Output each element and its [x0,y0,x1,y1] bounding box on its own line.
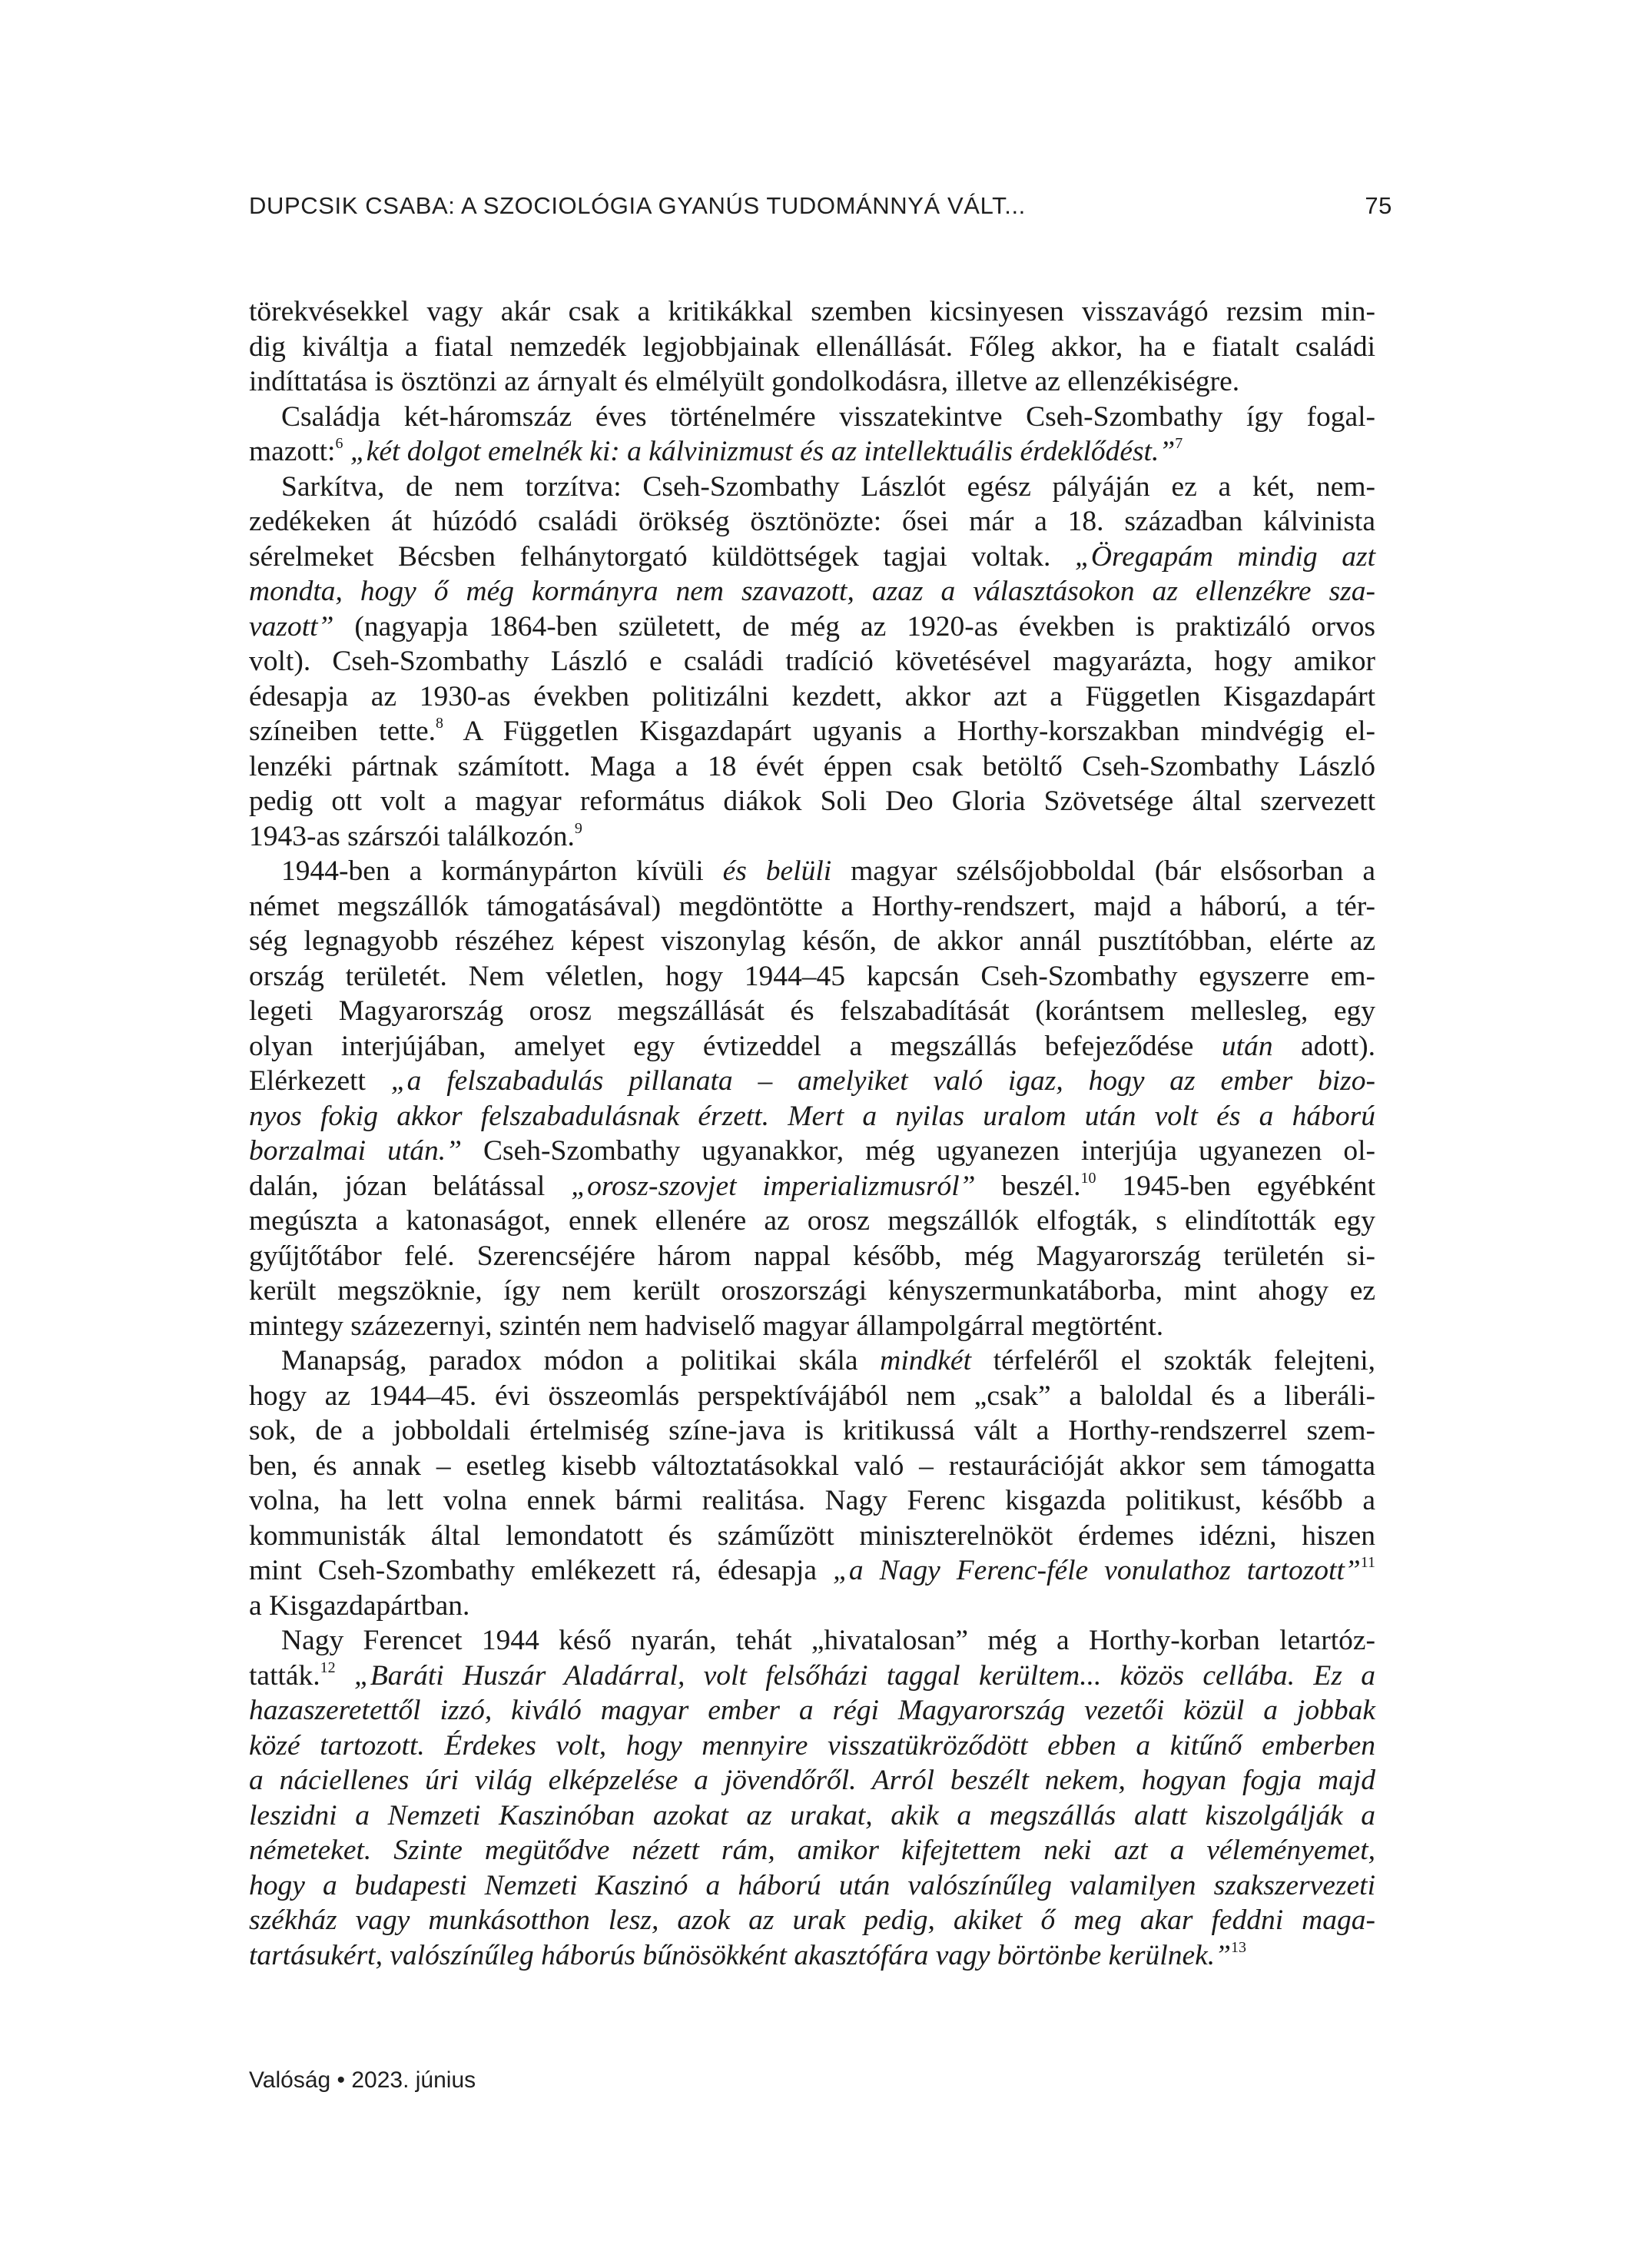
text-run: ben, és annak – esetleg kisebb változtatásokkal való – restaurációját akkor sem támogatta [249,1449,1375,1482]
italic-quote: „orosz-szovjet imperializmusról” [571,1170,976,1202]
italic-quote: közé tartozott. Érdekes volt, hogy mennyire visszatükröződött ebben a kitűnő emberben [249,1729,1375,1762]
footnote-marker: 6 [335,435,343,452]
text-run: német megszállók támogatásával) megdöntötte a Horthy-rendszert, majd a háború, a tér- [249,890,1375,922]
text-line [249,1798,1375,1834]
italic-quote: németeket. Szinte megütődve nézett rám, amikor kifejtettem neki azt a véleményemet, [249,1835,1375,1866]
text-run: mintegy százezernyi, szintén nem hadviselő magyar állampolgárral megtörtént. [249,1310,1164,1342]
footnote-marker: 7 [1175,435,1183,452]
footnote-marker: 10 [1080,1169,1096,1187]
text-line [249,924,1375,959]
text-line [249,1239,1375,1274]
text-run: 1944-ben a kormánypárton kívüli [281,855,723,887]
text-line [249,1693,1375,1728]
text-line [249,1309,1375,1344]
italic-quote: után [1221,1030,1273,1062]
text-line [249,819,1375,855]
text-run: gyűjtőtábor felé. Szerencséjére három nappal később, még Magyarország területén si- [249,1240,1375,1272]
text-run: sérelmeket Bécsben felhánytorgató küldöttségek tagjai voltak. [249,540,1076,573]
text-line [249,1064,1375,1099]
text-line [249,294,1375,330]
text-line [249,1868,1375,1904]
text-run: adott). [1272,1030,1375,1062]
italic-quote: „Baráti Huszár Aladárral, volt felsőházi taggal kerültem... közös cellába. Ez a [354,1659,1375,1692]
footnote-marker: 9 [574,819,582,837]
italic-quote: a náciellenes úri világ elképzelése a jövendőről. Arról beszélt nekem, hogyan fogja majd [249,1765,1375,1796]
text-run: ség legnagyobb részéhez képest viszonylag későn, de akkor annál pusztítóbban, elérte az [249,925,1375,957]
text-line [249,1763,1375,1798]
text-line [249,1169,1375,1204]
text-run: Manapság, paradox módon a politikai skála [281,1345,881,1376]
text-run: olyan interjújában, amelyet egy évtizeddel a megszállás befejeződése [249,1030,1222,1062]
text-line [249,609,1375,645]
text-run: volt). Cseh-Szombathy László e családi tradíció követésével magyarázta, hogy amikor [249,646,1375,677]
text-run: ország területét. Nem véletlen, hogy 1944–45 kapcsán Cseh-Szombathy egyszerre em- [249,960,1375,992]
text-run: legeti Magyarország orosz megszállását és felszabadítását (korántsem mellesleg, egy [249,995,1375,1027]
text-line [249,959,1375,995]
text-run: mazott: [249,436,336,467]
text-line [249,400,1375,435]
text-run: térfeléről el szokták felejteni, [971,1345,1375,1376]
text-line [249,1659,1375,1694]
text-run: zedékeken át húzódó családi örökség ösztönözte: ősei már a 18. században kálvinista [249,506,1375,537]
text-line [249,1273,1375,1309]
text-run [336,1660,354,1692]
text-run: (nagyapja 1864-ben született, de még az 1920-as években is praktizáló orvos [333,610,1375,643]
paragraph [249,1343,1375,1623]
text-run: a Kisgazdapártban. [249,1589,470,1622]
paragraph [249,1623,1375,1973]
italic-quote: vazott” [249,610,334,643]
text-line [249,1728,1375,1764]
paragraph [249,470,1375,855]
text-line [249,1134,1375,1169]
text-run: sok, de a jobboldali értelmiség színe-java is kritikussá vált a Horthy-rendszerrel szem- [249,1415,1375,1446]
text-line [249,784,1375,819]
italic-quote: hazaszeretettől izzó, kiváló magyar ember a régi Magyarország vezetői közül a jobbak [249,1695,1375,1726]
italic-quote: székház vagy munkásotthon lesz, azok az urak pedig, akiket ő meg akar feddni maga- [249,1904,1375,1936]
paragraph [249,294,1375,400]
text-run: 1945-ben egyébként [1096,1170,1376,1202]
text-line [249,749,1375,785]
text-line [249,1589,1375,1624]
text-line [249,1833,1375,1868]
text-line [249,1449,1375,1484]
text-run: 1943-as szárszói találkozón. [249,820,575,852]
italic-quote: és belüli [722,855,832,887]
text-run: A Független Kisgazdapárt ugyanis a Horthy-korszakban mindvégig el- [443,716,1375,747]
italic-quote: borzalmai után.” [249,1135,463,1167]
text-run: beszél. [975,1170,1081,1202]
italic-quote: mindkét [880,1345,971,1376]
text-run: mint Cseh-Szombathy emlékezett rá, édesapja [249,1555,833,1586]
italic-quote: „két dolgot emelnék ki: a kálvinizmust és az intellektuális érdeklődést.” [350,436,1176,467]
text-run: lenzéki pártnak számított. Maga a 18 évét éppen csak betöltő Cseh-Szombathy László [249,750,1375,782]
text-run: színeiben tette. [249,716,436,747]
paragraph [249,400,1375,470]
text-line [249,1623,1375,1659]
footnote-marker: 11 [1360,1554,1375,1571]
text-run: hogy az 1944–45. évi összeomlás perspektívájából nem „csak” a baloldal és a liberáli- [249,1380,1375,1412]
text-run: volna, ha lett volna ennek bármi realitása. Nagy Ferenc kisgazda politikust, később a [249,1485,1375,1516]
text-line [249,1204,1375,1239]
text-run: Elérkezett [249,1065,391,1097]
paragraph [249,854,1375,1343]
italic-quote: nyos fokig akkor felszabadulásnak érzett. Mert a nyilas uralom után volt és a háború [249,1100,1375,1132]
text-run [343,436,350,467]
running-title: DUPCSIK CSABA: A SZOCIOLÓGIA GYANÚS TUDOMÁNNYÁ VÁLT... [249,192,1026,219]
italic-quote: „a Nagy Ferenc-féle vonulathoz tartozott” [833,1555,1361,1586]
text-line [249,330,1375,365]
italic-quote: „a felszabadulás pillanata – amelyiket való igaz, hogy az ember bizo- [390,1065,1375,1097]
text-line [249,714,1375,749]
italic-quote: leszidni a Nemzeti Kaszinóban azokat az urakat, akik a megszállás alatt kiszolgálják a [249,1799,1375,1831]
text-line [249,1903,1375,1938]
text-line [249,364,1375,400]
footnote-marker: 8 [435,715,443,732]
text-line [249,1379,1375,1414]
italic-quote: mondta, hogy ő még kormányra nem szavazott, azaz a választásokon az ellenzékre sza- [249,576,1375,607]
text-run: kommunisták által lemondatott és száműzött miniszterelnököt érdemes idézni, hiszen [249,1519,1375,1552]
page-number: 75 [1365,192,1392,219]
text-line [249,1553,1375,1589]
text-line [249,540,1375,575]
text-run: indíttatása is ösztönzi az árnyalt és elmélyült gondolkodásra, illetve az ellenzékiségre. [249,366,1240,397]
text-run: tatták. [249,1659,320,1692]
text-line [249,574,1375,609]
footnote-marker: 13 [1230,1938,1246,1956]
footnote-marker: 12 [320,1659,336,1676]
text-run: törekvésekkel vagy akár csak a kritikákkal szemben kicsinyesen visszavágó rezsim min- [249,296,1375,327]
text-run: Sarkítva, de nem torzítva: Cseh-Szombathy Lászlót egész pályáján ez a két, nem- [281,470,1375,503]
text-run: édesapja az 1930-as években politizálni kezdett, akkor azt a Független Kisgazdapárt [249,680,1375,712]
text-run: dig kiváltja a fiatal nemzedék legjobbjainak ellenállását. Főleg akkor, ha e fiatalt családi [249,330,1375,363]
text-line [249,470,1375,505]
text-line [249,1029,1375,1064]
text-run: Családja két-háromszáz éves történelmére visszatekintve Cseh-Szombathy így fogal- [281,400,1375,433]
text-line [249,1938,1375,1974]
text-line [249,854,1375,889]
text-line [249,1519,1375,1554]
text-run: Cseh-Szombathy ugyanakkor, még ugyanezen interjúja ugyanezen ol- [462,1135,1375,1167]
text-line [249,1413,1375,1449]
text-line [249,1099,1375,1134]
text-run: magyar szélsőjobboldal (bár elsősorban a [831,855,1375,887]
text-line [249,994,1375,1029]
text-line [249,644,1375,679]
italic-quote: „Öregapám mindig azt [1075,540,1376,573]
text-line [249,889,1375,925]
text-run: dalán, józan belátással [249,1170,572,1202]
text-run: került megszöknie, így nem került oroszországi kényszermunkatáborba, mint ahogy ez [249,1275,1375,1307]
text-line [249,434,1375,470]
italic-quote: tartásukért, valószínűleg háborús bűnösökként akasztófára vagy börtönbe kerülnek.” [249,1939,1231,1971]
text-line [249,504,1375,540]
italic-quote: hogy a budapesti Nemzeti Kaszinó a háború után valószínűleg valamilyen szakszervezeti [249,1869,1375,1901]
text-line [249,1483,1375,1519]
text-run: Nagy Ferencet 1944 késő nyarán, tehát „hivatalosan” még a Horthy-korban letartóz- [281,1625,1375,1656]
text-run: megúszta a katonaságot, ennek ellenére az orosz megszállók elfogták, s elindították egy [249,1205,1375,1237]
text-line [249,1343,1375,1379]
text-run: pedig ott volt a magyar református diákok Soli Deo Gloria Szövetsége által szervezett [249,785,1375,817]
page-footer: Valóság • 2023. június [249,2067,476,2093]
article-body [249,294,1375,1973]
text-line [249,679,1375,715]
